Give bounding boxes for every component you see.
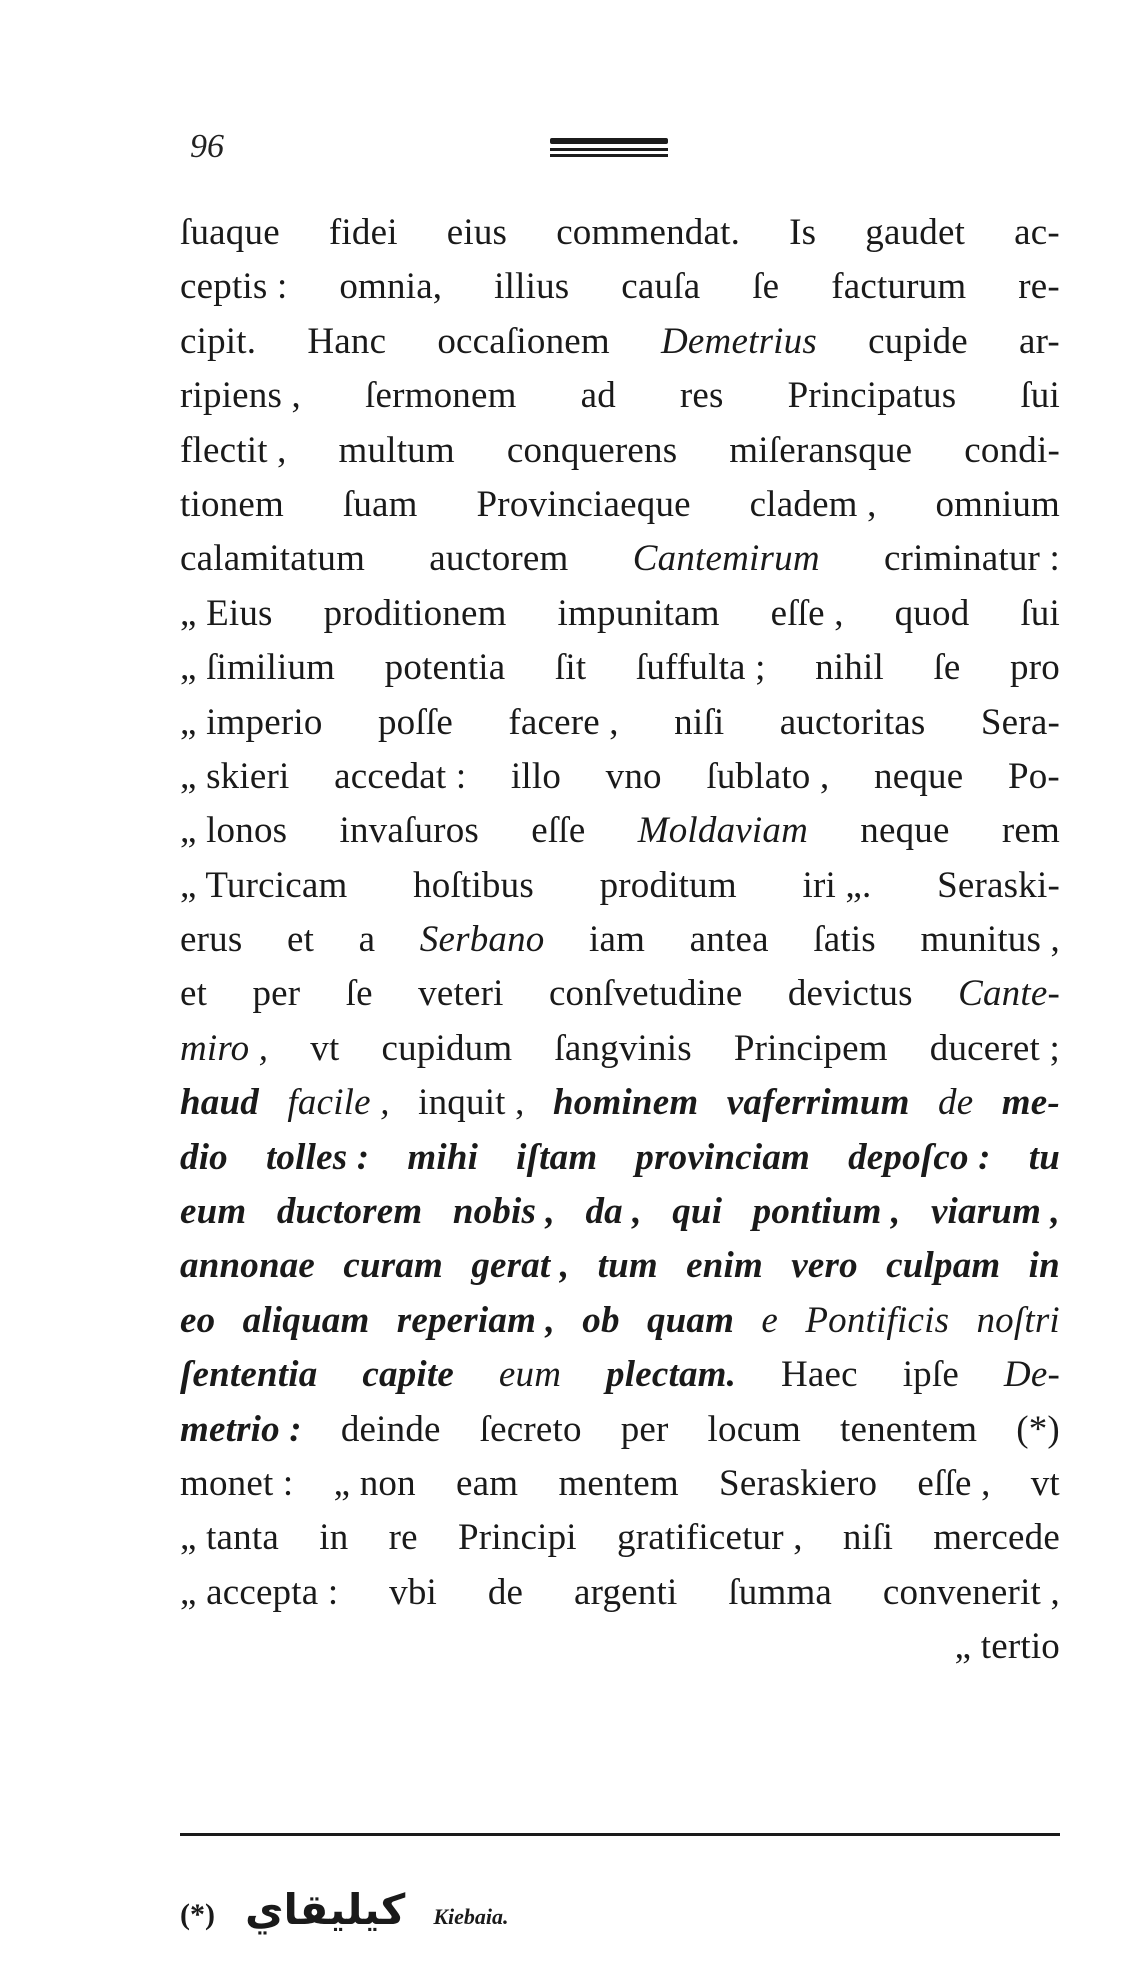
text-word: fidei [328, 212, 398, 253]
text-word: de [487, 1571, 524, 1613]
text-line [180, 1022, 1060, 1076]
text-word: eſſe [531, 810, 586, 852]
text-word: per [252, 973, 301, 1015]
text-word: plectam. [606, 1354, 737, 1396]
text-word: miſeransque [729, 429, 913, 471]
text-word: omnia, [339, 266, 443, 308]
text-word: mercede [933, 1517, 1060, 1559]
text-line [180, 859, 1060, 913]
text-word: (*) [1016, 1408, 1060, 1450]
text-word: cladem , [749, 483, 877, 525]
page-header [180, 126, 1060, 176]
text-word: Haec [781, 1354, 858, 1396]
text-word: „ non [333, 1462, 416, 1504]
text-word: eum [498, 1354, 562, 1396]
text-word: omnium [935, 483, 1060, 525]
text-line [180, 1457, 1060, 1511]
text-word: ſecreto [479, 1408, 582, 1450]
text-word: culpam [886, 1245, 1001, 1287]
text-word: convenerit , [882, 1571, 1060, 1613]
text-word: ceptis : [180, 266, 288, 308]
text-word: tu [1028, 1136, 1060, 1178]
body-text [180, 206, 1060, 1675]
text-word: auctoritas [779, 701, 926, 743]
text-word: vno [605, 755, 662, 797]
text-line [180, 315, 1060, 369]
text-line [180, 1403, 1060, 1457]
text-line [180, 696, 1060, 750]
text-word: ſatis [813, 919, 876, 961]
text-line [180, 206, 1060, 260]
text-word: eius [446, 212, 508, 253]
text-word: accedat : [334, 755, 467, 797]
text-word: poſſe [377, 701, 453, 743]
text-word: illo [510, 755, 562, 797]
text-word: et [180, 973, 208, 1015]
text-word: locum [707, 1408, 801, 1450]
text-word: quod [894, 592, 970, 634]
text-word: criminatur : [883, 538, 1060, 580]
text-word: noſtri [976, 1299, 1060, 1341]
text-word: conquerens [506, 429, 678, 471]
text-word: facere , [508, 701, 619, 743]
text-word: quam [646, 1299, 735, 1341]
text-line [180, 1185, 1060, 1239]
text-word: invaſuros [339, 810, 480, 852]
header-ornament [550, 138, 668, 160]
text-word: tum [597, 1245, 658, 1287]
text-line [180, 1131, 1060, 1185]
text-word: res [679, 375, 724, 417]
text-word: erus [180, 919, 243, 961]
text-word: in [1028, 1245, 1060, 1287]
text-word: ac- [1014, 212, 1060, 253]
text-word: vt [310, 1027, 340, 1069]
text-word: depoſco : [848, 1136, 991, 1178]
text-word: „ tanta [180, 1517, 279, 1559]
text-word: Is [789, 212, 817, 253]
text-word: metrio : [180, 1408, 302, 1450]
text-word: ſententia [180, 1354, 318, 1396]
text-word: a [358, 919, 376, 961]
text-line [180, 478, 1060, 532]
text-word: Seraski- [937, 864, 1060, 906]
text-word: et [286, 919, 315, 961]
text-word: „ ſimilium [180, 647, 336, 689]
text-word: vt [1030, 1462, 1060, 1504]
text-word: ſe [345, 973, 373, 1015]
text-word: proditionem [323, 592, 507, 634]
text-word: ſumma [728, 1571, 833, 1613]
text-word: „ Turcicam [180, 864, 348, 906]
text-word: antea [689, 919, 769, 961]
text-word: hoſtibus [413, 864, 534, 906]
text-word: per [620, 1408, 669, 1450]
text-word: occaſionem [437, 320, 610, 362]
text-word: vero [791, 1245, 858, 1287]
text-word: vbi [389, 1571, 438, 1613]
text-word: me- [1001, 1082, 1060, 1124]
text-word: cauſa [621, 266, 701, 308]
text-word: „ lonos [180, 810, 288, 852]
text-word: De- [1003, 1354, 1060, 1396]
text-word: devictus [787, 973, 913, 1015]
text-word: re [388, 1517, 418, 1559]
text-word: ſui [1020, 375, 1060, 417]
text-word: Hanc [307, 320, 387, 362]
text-word: flectit , [180, 429, 287, 471]
text-word: iri „. [802, 864, 872, 906]
text-word: Serbano [419, 919, 545, 961]
text-word: haud [180, 1082, 259, 1124]
text-word: Principi [458, 1517, 577, 1559]
footnote-latin-word: Kiebaia. [433, 1904, 509, 1929]
text-word: ſui [1020, 592, 1060, 634]
text-word: eſſe , [917, 1462, 991, 1504]
text-word: de [938, 1082, 974, 1124]
text-line [180, 1620, 1060, 1674]
text-word: annonae [180, 1245, 316, 1287]
text-word: veteri [418, 973, 504, 1015]
text-word: pro [1010, 647, 1060, 689]
text-word: eſſe , [770, 592, 844, 634]
text-word: neque [860, 810, 950, 852]
text-word: nobis , [452, 1191, 555, 1233]
text-word: multum [338, 429, 455, 471]
text-word: reperiam , [396, 1299, 555, 1341]
text-word: miro , [180, 1027, 269, 1069]
text-word: proditum [599, 864, 737, 906]
text-word: mentem [558, 1462, 679, 1504]
footnote-arabic-word: كيليقاي [244, 1885, 406, 1934]
text-line [180, 1076, 1060, 1130]
text-word: argenti [574, 1571, 678, 1613]
text-word: ſe [752, 266, 780, 308]
text-word: nihil [815, 647, 884, 689]
text-line [180, 1294, 1060, 1348]
text-word: commendat. [556, 212, 741, 253]
text-word: „ imperio [180, 701, 323, 743]
text-line [180, 1239, 1060, 1293]
text-word: Sera- [980, 701, 1060, 743]
text-word: Cante- [958, 973, 1060, 1015]
text-word: Seraskiero [719, 1462, 878, 1504]
text-word: ſe [933, 647, 961, 689]
text-word: eum [180, 1191, 247, 1233]
text-line [180, 750, 1060, 804]
text-word: auctorem [429, 538, 569, 580]
text-word: condi- [964, 429, 1060, 471]
text-word: ſangvinis [554, 1027, 692, 1069]
text-word: cipit. [180, 320, 257, 362]
text-word: Moldaviam [637, 810, 809, 852]
text-word: munitus , [920, 919, 1060, 961]
text-word: pontium , [752, 1191, 901, 1233]
text-line [180, 1511, 1060, 1565]
text-word: provinciam [635, 1136, 811, 1178]
footnote [180, 1885, 1060, 1945]
text-word: „ skieri [180, 755, 290, 797]
text-word: tionem [180, 483, 284, 525]
text-word: ſit [554, 647, 587, 689]
text-word: „ accepta : [180, 1571, 339, 1613]
text-word: mihi [407, 1136, 479, 1178]
text-word: ſuam [342, 483, 418, 525]
text-line [180, 1348, 1060, 1402]
text-word: Principatus [787, 375, 957, 417]
page-number: 96 [190, 128, 224, 165]
text-word: ſuaque [180, 212, 280, 253]
text-word: ripiens , [180, 375, 302, 417]
text-word: Po- [1007, 755, 1060, 797]
text-word: ob [582, 1299, 620, 1341]
text-word: monet : [180, 1462, 294, 1504]
text-word: Demetrius [661, 320, 817, 362]
text-word: dio [180, 1136, 228, 1178]
text-word: „ Eius [180, 592, 273, 634]
text-word: illius [494, 266, 570, 308]
text-word: duceret ; [929, 1027, 1060, 1069]
text-word: ipſe [902, 1354, 959, 1396]
text-word: impunitam [557, 592, 720, 634]
text-word: deinde [340, 1408, 441, 1450]
text-word: niſi [842, 1517, 894, 1559]
text-word: enim [686, 1245, 764, 1287]
text-word: cupide [868, 320, 968, 362]
text-word: facturum [831, 266, 967, 308]
text-word: hominem [552, 1082, 699, 1124]
text-line [180, 532, 1060, 586]
text-word: iam [589, 919, 646, 961]
text-line [180, 424, 1060, 478]
text-word: capite [362, 1354, 454, 1396]
text-word: Principem [733, 1027, 888, 1069]
text-word: curam [343, 1245, 444, 1287]
text-word: e [761, 1299, 779, 1341]
text-line [180, 369, 1060, 423]
text-word: re- [1018, 266, 1060, 308]
text-word: facile , [287, 1082, 390, 1124]
text-word: tenentem [839, 1408, 978, 1450]
text-word: ſublato , [706, 755, 830, 797]
text-word: iſtam [516, 1136, 598, 1178]
text-word: eam [456, 1462, 519, 1504]
text-word: ductorem [276, 1191, 423, 1233]
text-word: ad [580, 375, 616, 417]
text-word: potentia [384, 647, 506, 689]
text-word: viarum , [930, 1191, 1060, 1233]
text-word: rem [1001, 810, 1060, 852]
text-line [180, 804, 1060, 858]
text-word: gratificetur , [617, 1517, 803, 1559]
text-line [180, 913, 1060, 967]
text-word: conſvetudine [548, 973, 743, 1015]
text-line [180, 587, 1060, 641]
text-word: Cantemirum [632, 538, 820, 580]
text-word: ſermonem [365, 375, 517, 417]
text-word: calamitatum [180, 538, 366, 580]
text-word: in [319, 1517, 349, 1559]
text-word: eo [180, 1299, 216, 1341]
text-word: aliquam [242, 1299, 370, 1341]
text-word: gaudet [865, 212, 966, 253]
text-word: „ tertio [954, 1626, 1060, 1668]
text-word: niſi [674, 701, 725, 743]
text-line [180, 641, 1060, 695]
footnote-marker: (*) [180, 1898, 215, 1931]
text-word: qui [672, 1191, 723, 1233]
footnote-divider [180, 1833, 1060, 1836]
text-line [180, 967, 1060, 1021]
text-word: ſuffulta ; [635, 647, 766, 689]
text-word: tolles : [265, 1136, 370, 1178]
text-word: neque [874, 755, 964, 797]
text-word: da , [585, 1191, 642, 1233]
text-line [180, 1566, 1060, 1620]
text-word: vaferrimum [726, 1082, 910, 1124]
text-word: Provinciaeque [476, 483, 691, 525]
text-word: cupidum [381, 1027, 513, 1069]
text-word: ar- [1019, 320, 1060, 362]
text-word: inquit , [418, 1082, 525, 1124]
text-word: gerat , [471, 1245, 570, 1287]
text-word: Pontificis [805, 1299, 950, 1341]
text-line [180, 260, 1060, 314]
